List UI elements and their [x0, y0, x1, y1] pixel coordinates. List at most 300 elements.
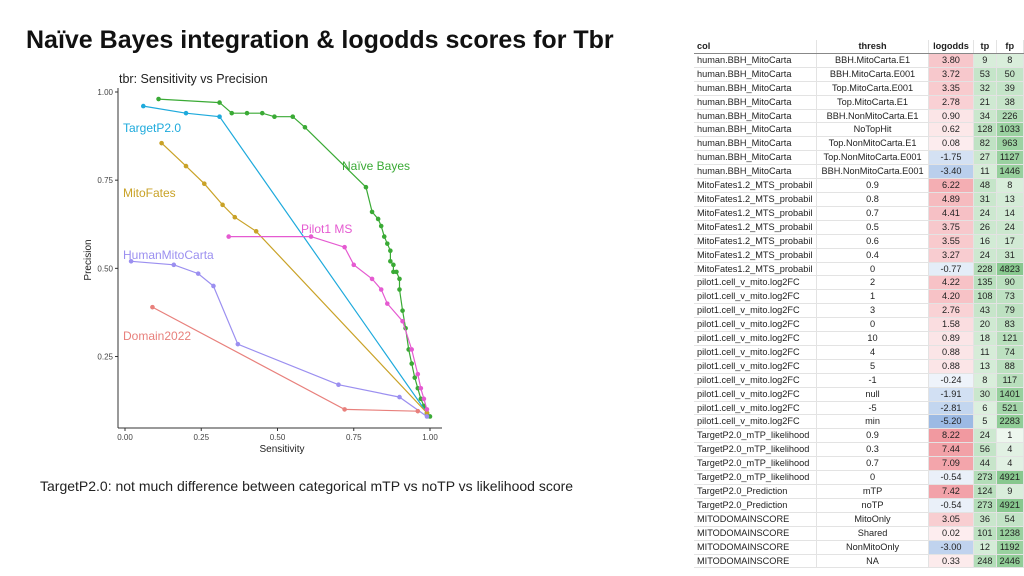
cell-col: human.BBH_MitoCarta [694, 123, 817, 137]
cell-thresh: 3 [817, 304, 928, 318]
cell-fp: 38 [996, 95, 1023, 109]
cell-tp: 8 [974, 373, 996, 387]
table-row [694, 318, 1024, 332]
label-targetp2-0: TargetP2.0 [123, 121, 182, 135]
table-row [694, 345, 1024, 359]
cell-fp: 4 [996, 457, 1023, 471]
cell-logodds: -0.54 [928, 471, 973, 485]
data-point [379, 287, 384, 292]
cell-tp: 11 [974, 345, 996, 359]
series-labels [123, 121, 410, 343]
cell-tp: 56 [974, 443, 996, 457]
table-row [694, 234, 1024, 248]
cell-fp: 90 [996, 276, 1023, 290]
data-point [226, 234, 231, 239]
cell-thresh: Shared [817, 526, 928, 540]
cell-thresh: NA [817, 554, 928, 568]
table-row [694, 387, 1024, 401]
cell-thresh: -1 [817, 373, 928, 387]
data-point [217, 114, 222, 119]
cell-tp: 26 [974, 220, 996, 234]
table-row [694, 137, 1024, 151]
cell-tp: 30 [974, 387, 996, 401]
cell-tp: 82 [974, 137, 996, 151]
cell-col: human.BBH_MitoCarta [694, 81, 817, 95]
cell-logodds: -5.20 [928, 415, 973, 429]
header-fp: fp [996, 40, 1023, 53]
cell-logodds: 0.88 [928, 359, 973, 373]
cell-col: human.BBH_MitoCarta [694, 137, 817, 151]
cell-thresh: min [817, 415, 928, 429]
table-row [694, 179, 1024, 193]
table-row [694, 123, 1024, 137]
cell-logodds: -3.40 [928, 165, 973, 179]
cell-thresh: NoTopHit [817, 123, 928, 137]
series-line [152, 307, 417, 411]
y-tick-label: 1.00 [97, 88, 113, 97]
cell-tp: 34 [974, 109, 996, 123]
cell-logodds: -1.91 [928, 387, 973, 401]
data-point [394, 270, 399, 275]
cell-logodds: -0.54 [928, 498, 973, 512]
cell-logodds: 8.22 [928, 429, 973, 443]
table-row [694, 471, 1024, 485]
cell-tp: 11 [974, 165, 996, 179]
data-point [172, 263, 177, 268]
cell-thresh: Top.MitoCarta.E1 [817, 95, 928, 109]
data-point [409, 347, 414, 352]
table-row [694, 498, 1024, 512]
cell-col: MitoFates1.2_MTS_probabil [694, 248, 817, 262]
data-point [422, 397, 427, 402]
cell-tp: 5 [974, 415, 996, 429]
cell-logodds: 3.72 [928, 67, 973, 81]
cell-logodds: 3.55 [928, 234, 973, 248]
data-point [364, 185, 369, 190]
cell-logodds: 6.22 [928, 179, 973, 193]
cell-thresh: 0.9 [817, 179, 928, 193]
cell-col: pilot1.cell_v_mito.log2FC [694, 373, 817, 387]
table-row [694, 526, 1024, 540]
cell-thresh: 10 [817, 332, 928, 346]
cell-col: TargetP2.0_Prediction [694, 498, 817, 512]
table-row [694, 332, 1024, 346]
data-point [303, 125, 308, 130]
cell-col: MITODOMAINSCORE [694, 512, 817, 526]
cell-fp: 1401 [996, 387, 1023, 401]
table-row [694, 81, 1024, 95]
table-row [694, 443, 1024, 457]
cell-logodds: 0.90 [928, 109, 973, 123]
cell-logodds: 0.08 [928, 137, 973, 151]
cell-col: TargetP2.0_mTP_likelihood [694, 443, 817, 457]
data-point [184, 111, 189, 116]
cell-tp: 12 [974, 540, 996, 554]
data-point [397, 287, 402, 292]
table-row [694, 290, 1024, 304]
cell-fp: 121 [996, 332, 1023, 346]
cell-fp: 83 [996, 318, 1023, 332]
cell-fp: 74 [996, 345, 1023, 359]
cell-logodds: 3.05 [928, 512, 973, 526]
cell-tp: 20 [974, 318, 996, 332]
table-row [694, 276, 1024, 290]
logodds-table-container [694, 40, 1024, 568]
table-row [694, 373, 1024, 387]
table-row [694, 262, 1024, 276]
cell-fp: 226 [996, 109, 1023, 123]
cell-thresh: BBH.NonMitoCarta.E1 [817, 109, 928, 123]
series-line [229, 237, 427, 410]
cell-tp: 124 [974, 485, 996, 499]
data-point [400, 319, 405, 324]
cell-fp: 521 [996, 401, 1023, 415]
cell-col: pilot1.cell_v_mito.log2FC [694, 359, 817, 373]
table-row [694, 95, 1024, 109]
cell-tp: 21 [974, 95, 996, 109]
cell-fp: 4921 [996, 471, 1023, 485]
table-row [694, 67, 1024, 81]
cell-fp: 1 [996, 429, 1023, 443]
cell-thresh: 0 [817, 471, 928, 485]
cell-fp: 9 [996, 485, 1023, 499]
data-point [245, 111, 250, 116]
cell-col: MitoFates1.2_MTS_probabil [694, 220, 817, 234]
data-point [379, 224, 384, 229]
label-pilot1-ms: Pilot1 MS [301, 222, 353, 236]
cell-fp: 73 [996, 290, 1023, 304]
data-point [416, 372, 421, 377]
table-row [694, 304, 1024, 318]
data-point [425, 414, 430, 419]
table-row [694, 53, 1024, 67]
data-point [184, 164, 189, 169]
label-humanmitocarta: HumanMitoCarta [123, 248, 214, 262]
table-row [694, 457, 1024, 471]
cell-logodds: -3.00 [928, 540, 973, 554]
cell-tp: 108 [974, 290, 996, 304]
cell-thresh: 2 [817, 276, 928, 290]
cell-thresh: Top.NonMitoCarta.E1 [817, 137, 928, 151]
cell-tp: 273 [974, 498, 996, 512]
table-row [694, 415, 1024, 429]
chart-title: tbr: Sensitivity vs Precision [119, 72, 268, 86]
data-point [156, 97, 161, 102]
cell-col: MitoFates1.2_MTS_probabil [694, 192, 817, 206]
data-point [385, 241, 390, 246]
cell-fp: 2446 [996, 554, 1023, 568]
cell-col: MitoFates1.2_MTS_probabil [694, 206, 817, 220]
cell-logodds: 3.27 [928, 248, 973, 262]
table-row [694, 165, 1024, 179]
label-mitofates: MitoFates [123, 186, 176, 200]
data-point [416, 409, 421, 414]
x-tick-label: 1.00 [422, 433, 438, 442]
header-logodds: logodds [928, 40, 973, 53]
data-point [370, 210, 375, 215]
cell-logodds: 4.89 [928, 192, 973, 206]
cell-col: pilot1.cell_v_mito.log2FC [694, 387, 817, 401]
table-row [694, 401, 1024, 415]
y-tick-label: 0.50 [97, 264, 113, 274]
data-point [370, 277, 375, 282]
cell-tp: 24 [974, 429, 996, 443]
cell-logodds: -1.75 [928, 151, 973, 165]
series-mitofates [159, 141, 429, 415]
data-point [141, 104, 146, 109]
cell-col: MitoFates1.2_MTS_probabil [694, 262, 817, 276]
cell-fp: 88 [996, 359, 1023, 373]
cell-fp: 54 [996, 512, 1023, 526]
data-point [391, 263, 396, 268]
table-header-row [694, 40, 1024, 53]
cell-thresh: 0.8 [817, 192, 928, 206]
cell-logodds: 4.22 [928, 276, 973, 290]
cell-logodds: 4.41 [928, 206, 973, 220]
table-row [694, 248, 1024, 262]
cell-tp: 27 [974, 151, 996, 165]
cell-fp: 1192 [996, 540, 1023, 554]
cell-thresh: 0.4 [817, 248, 928, 262]
table-row [694, 485, 1024, 499]
cell-logodds: 3.35 [928, 81, 973, 95]
cell-logodds: 0.62 [928, 123, 973, 137]
cell-col: human.BBH_MitoCarta [694, 67, 817, 81]
cell-tp: 101 [974, 526, 996, 540]
chart-axes [97, 88, 442, 442]
cell-col: human.BBH_MitoCarta [694, 109, 817, 123]
x-axis-label: Sensitivity [259, 444, 305, 455]
label-na-ve-bayes: Naïve Bayes [342, 159, 411, 173]
table-row [694, 109, 1024, 123]
data-point [336, 382, 341, 387]
cell-col: TargetP2.0_Prediction [694, 485, 817, 499]
cell-logodds: 1.58 [928, 318, 973, 332]
cell-thresh: -5 [817, 401, 928, 415]
cell-col: MitoFates1.2_MTS_probabil [694, 234, 817, 248]
data-point [254, 229, 259, 234]
cell-thresh: 0.7 [817, 457, 928, 471]
x-tick-label: 0.50 [269, 433, 286, 442]
data-point [388, 248, 393, 253]
data-point [388, 259, 393, 264]
cell-thresh: 4 [817, 345, 928, 359]
label-domain2022: Domain2022 [123, 329, 192, 343]
cell-col: TargetP2.0_mTP_likelihood [694, 429, 817, 443]
data-point [409, 361, 414, 366]
cell-tp: 6 [974, 401, 996, 415]
cell-tp: 18 [974, 332, 996, 346]
cell-logodds: 3.80 [928, 53, 973, 67]
cell-col: pilot1.cell_v_mito.log2FC [694, 304, 817, 318]
cell-col: pilot1.cell_v_mito.log2FC [694, 345, 817, 359]
series-line [162, 143, 427, 413]
logodds-table [694, 40, 1024, 568]
table-row [694, 554, 1024, 568]
table-row [694, 512, 1024, 526]
data-point [202, 181, 207, 186]
cell-thresh: MitoOnly [817, 512, 928, 526]
cell-thresh: 0 [817, 262, 928, 276]
data-point [382, 234, 387, 239]
cell-thresh: 0.5 [817, 220, 928, 234]
cell-logodds: 0.89 [928, 332, 973, 346]
cell-tp: 228 [974, 262, 996, 276]
cell-tp: 128 [974, 123, 996, 137]
cell-fp: 17 [996, 234, 1023, 248]
table-row [694, 540, 1024, 554]
cell-tp: 273 [974, 471, 996, 485]
cell-fp: 79 [996, 304, 1023, 318]
data-point [385, 301, 390, 306]
table-row [694, 206, 1024, 220]
cell-col: MITODOMAINSCORE [694, 554, 817, 568]
cell-tp: 36 [974, 512, 996, 526]
cell-thresh: Top.NonMitoCarta.E001 [817, 151, 928, 165]
cell-fp: 4 [996, 443, 1023, 457]
cell-tp: 44 [974, 457, 996, 471]
data-point [233, 215, 238, 220]
cell-col: human.BBH_MitoCarta [694, 95, 817, 109]
cell-fp: 2283 [996, 415, 1023, 429]
cell-fp: 39 [996, 81, 1023, 95]
cell-tp: 48 [974, 179, 996, 193]
cell-fp: 31 [996, 248, 1023, 262]
table-row [694, 429, 1024, 443]
table-row [694, 192, 1024, 206]
cell-logodds: -0.77 [928, 262, 973, 276]
cell-thresh: BBH.MitoCarta.E001 [817, 67, 928, 81]
cell-fp: 14 [996, 206, 1023, 220]
data-point [159, 141, 164, 146]
data-point [196, 271, 201, 276]
cell-thresh: null [817, 387, 928, 401]
cell-col: pilot1.cell_v_mito.log2FC [694, 332, 817, 346]
cell-fp: 117 [996, 373, 1023, 387]
cell-col: pilot1.cell_v_mito.log2FC [694, 415, 817, 429]
cell-tp: 31 [974, 192, 996, 206]
cell-logodds: 2.78 [928, 95, 973, 109]
cell-logodds: -0.24 [928, 373, 973, 387]
series-pilot1-ms [226, 234, 429, 411]
data-point [351, 263, 356, 268]
cell-tp: 24 [974, 206, 996, 220]
cell-thresh: Top.MitoCarta.E001 [817, 81, 928, 95]
cell-thresh: 0.3 [817, 443, 928, 457]
cell-fp: 8 [996, 53, 1023, 67]
cell-col: human.BBH_MitoCarta [694, 165, 817, 179]
cell-logodds: 4.20 [928, 290, 973, 304]
cell-thresh: 0.9 [817, 429, 928, 443]
header-thresh: thresh [817, 40, 928, 53]
cell-fp: 1033 [996, 123, 1023, 137]
x-tick-label: 0.75 [345, 433, 362, 442]
x-tick-label: 0.25 [193, 433, 210, 442]
cell-tp: 135 [974, 276, 996, 290]
cell-col: MITODOMAINSCORE [694, 526, 817, 540]
data-point [342, 245, 347, 250]
cell-thresh: noTP [817, 498, 928, 512]
cell-thresh: 5 [817, 359, 928, 373]
cell-fp: 1446 [996, 165, 1023, 179]
cell-tp: 9 [974, 53, 996, 67]
data-point [425, 407, 430, 412]
cell-thresh: 0 [817, 318, 928, 332]
cell-col: MitoFates1.2_MTS_probabil [694, 179, 817, 193]
cell-tp: 24 [974, 248, 996, 262]
data-point [217, 100, 222, 105]
cell-logodds: 0.02 [928, 526, 973, 540]
cell-tp: 13 [974, 359, 996, 373]
cell-tp: 32 [974, 81, 996, 95]
y-tick-label: 0.25 [97, 352, 113, 362]
data-point [397, 277, 402, 282]
cell-col: pilot1.cell_v_mito.log2FC [694, 401, 817, 415]
cell-col: human.BBH_MitoCarta [694, 151, 817, 165]
table-row [694, 220, 1024, 234]
data-point [229, 111, 234, 116]
cell-thresh: NonMitoOnly [817, 540, 928, 554]
cell-col: pilot1.cell_v_mito.log2FC [694, 276, 817, 290]
cell-tp: 16 [974, 234, 996, 248]
cell-fp: 24 [996, 220, 1023, 234]
cell-col: TargetP2.0_mTP_likelihood [694, 471, 817, 485]
cell-col: MITODOMAINSCORE [694, 540, 817, 554]
cell-fp: 1238 [996, 526, 1023, 540]
cell-thresh: BBH.NonMitoCarta.E001 [817, 165, 928, 179]
data-point [236, 342, 241, 347]
table-row [694, 359, 1024, 373]
data-point [342, 407, 347, 412]
cell-thresh: 1 [817, 290, 928, 304]
data-point [400, 308, 405, 313]
data-point [272, 114, 277, 119]
data-point [260, 111, 265, 116]
cell-col: TargetP2.0_mTP_likelihood [694, 457, 817, 471]
header-tp: tp [974, 40, 996, 53]
cell-logodds: 7.09 [928, 457, 973, 471]
cell-fp: 1127 [996, 151, 1023, 165]
cell-logodds: 0.33 [928, 554, 973, 568]
data-point [412, 375, 417, 380]
cell-thresh: mTP [817, 485, 928, 499]
cell-thresh: 0.7 [817, 206, 928, 220]
cell-fp: 963 [996, 137, 1023, 151]
cell-logodds: 3.75 [928, 220, 973, 234]
cell-tp: 248 [974, 554, 996, 568]
data-point [211, 284, 216, 289]
cell-col: pilot1.cell_v_mito.log2FC [694, 290, 817, 304]
data-point [419, 386, 424, 391]
cell-fp: 8 [996, 179, 1023, 193]
y-tick-label: 0.75 [97, 176, 113, 186]
cell-fp: 4823 [996, 262, 1023, 276]
data-point [290, 114, 295, 119]
header-col: col [694, 40, 817, 53]
caption: TargetP2.0: not much difference between categorical mTP vs noTP vs likelihood score [40, 478, 574, 494]
data-point [220, 203, 225, 208]
cell-thresh: 0.6 [817, 234, 928, 248]
slide-title: Naïve Bayes integration & logodds scores for Tbr [26, 26, 614, 54]
series-domain2022 [150, 305, 420, 414]
cell-fp: 4921 [996, 498, 1023, 512]
cell-col: human.BBH_MitoCarta [694, 53, 817, 67]
cell-logodds: 7.42 [928, 485, 973, 499]
data-point [376, 217, 381, 222]
cell-logodds: -2.81 [928, 401, 973, 415]
cell-logodds: 0.88 [928, 345, 973, 359]
cell-tp: 43 [974, 304, 996, 318]
